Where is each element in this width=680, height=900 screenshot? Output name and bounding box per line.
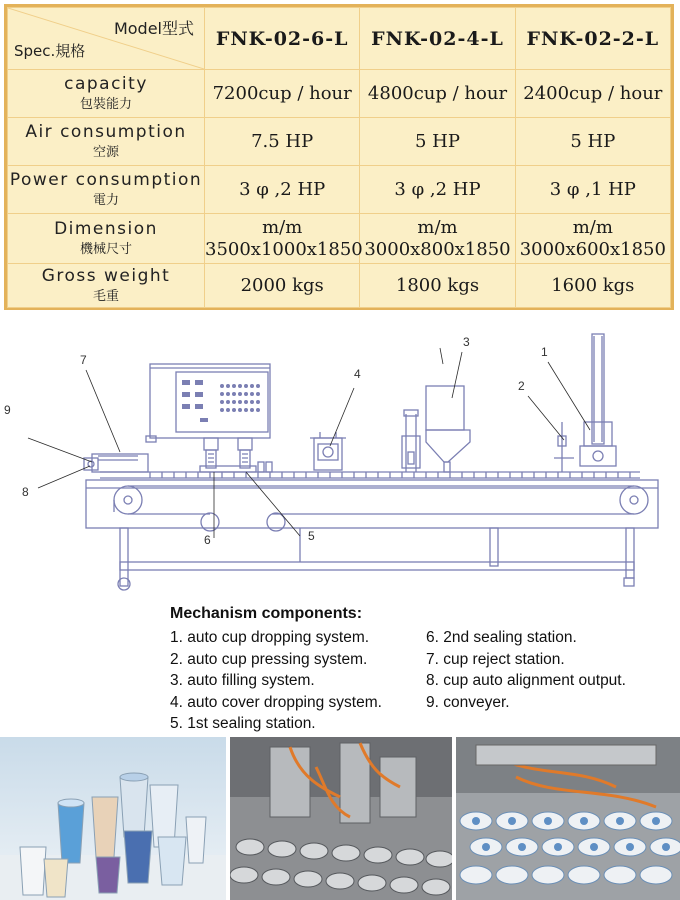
list-item: 6. 2nd sealing station. — [426, 629, 577, 646]
cell-value: m/m — [417, 216, 458, 238]
row-label-en: capacity — [64, 73, 148, 94]
list-item: 3. auto filling system. — [170, 672, 315, 689]
cell-value: 3000x600x1850 — [519, 238, 666, 260]
row-label — [8, 264, 205, 308]
mechanism-list-left — [170, 627, 382, 735]
cell-value: m/m — [262, 216, 303, 238]
row-label-zh: 毛重 — [92, 288, 119, 304]
table-cell — [205, 118, 360, 166]
callout-4: 4 — [354, 367, 361, 381]
row-label — [8, 70, 205, 118]
list-item: 2. auto cup pressing system. — [170, 650, 368, 668]
cell-value: 5 HP — [415, 130, 460, 152]
model-header — [515, 8, 670, 70]
row-label-en: Power consumption — [9, 169, 203, 190]
cell-value: 7.5 HP — [251, 130, 314, 152]
cell-value: 2000 kgs — [240, 274, 324, 296]
cell-value: 3 φ ,1 HP — [549, 178, 636, 200]
conveyor-chain — [150, 472, 630, 478]
table-row — [8, 118, 671, 166]
callout-2: 2 — [518, 379, 525, 393]
row-label-zh: 空源 — [92, 144, 119, 160]
photo-cups — [0, 737, 226, 900]
callout-7: 7 — [80, 353, 87, 367]
spec-table — [4, 4, 674, 310]
table-cell — [515, 166, 670, 214]
cell-value: 4800cup / hour — [367, 82, 508, 104]
model-header — [360, 8, 515, 70]
table-cell — [205, 214, 363, 264]
callout-3: 3 — [463, 335, 470, 349]
list-item: 1. auto cup dropping system. — [170, 629, 370, 646]
cell-value: 1600 kgs — [551, 274, 635, 296]
cell-value: 3 φ ,2 HP — [394, 178, 481, 200]
table-cell — [515, 70, 670, 118]
model-name: FNK-02-2-L — [526, 27, 660, 50]
row-label-en: Dimension — [54, 218, 158, 239]
cell-value: 2400cup / hour — [523, 82, 663, 104]
table-cell — [515, 118, 670, 166]
list-item: 5. 1st sealing station. — [170, 715, 316, 732]
table-cell — [360, 70, 515, 118]
conveyor-frame — [86, 480, 658, 528]
table-cell — [360, 118, 515, 166]
row-label-zh: 電力 — [92, 192, 119, 208]
cell-value: 3 φ ,2 HP — [239, 178, 326, 200]
cup-pressing-system — [554, 422, 574, 472]
leader-lines — [28, 348, 590, 538]
row-label-zh: 機械尺寸 — [79, 241, 132, 257]
table-cell — [515, 214, 670, 264]
list-item: 9. conveyer. — [426, 693, 510, 711]
table-cell — [360, 264, 515, 308]
list-item: 8. cup auto alignment output. — [426, 672, 626, 689]
filling-system — [402, 386, 470, 472]
photo-sealed-cups — [456, 737, 680, 900]
callout-8: 8 — [22, 485, 29, 499]
table-cell — [515, 264, 670, 308]
cover-dropping-station — [310, 432, 346, 470]
list-item: 4. auto cover dropping system. — [170, 693, 382, 711]
row-label-en: Air consumption — [25, 121, 187, 142]
drive-pulley — [114, 486, 142, 514]
model-header — [205, 8, 360, 70]
row-label — [8, 118, 205, 166]
row-label-zh: 包裝能力 — [79, 96, 132, 112]
control-buttons — [182, 380, 260, 422]
end-pulley — [620, 486, 648, 514]
table-row — [8, 264, 671, 308]
table-row — [8, 214, 671, 264]
cup-dropping-system — [580, 334, 616, 466]
row-label-en: Gross weight — [41, 265, 171, 286]
table-row — [8, 70, 671, 118]
model-name: FNK-02-6-L — [215, 27, 349, 50]
table-cell — [205, 166, 360, 214]
table-cell — [360, 166, 515, 214]
table-header-corner — [8, 8, 205, 70]
cell-value: 5 HP — [570, 130, 616, 152]
header-model-label: Model型式 — [113, 19, 194, 38]
table-cell — [205, 70, 360, 118]
model-name: FNK-02-4-L — [371, 27, 504, 50]
table-row — [8, 166, 671, 214]
cell-value: 3000x800x1850 — [364, 238, 511, 260]
mechanism-list-right — [426, 627, 626, 713]
cell-value: 7200cup / hour — [212, 82, 352, 104]
row-label — [8, 166, 205, 214]
mechanism-components — [170, 605, 680, 735]
photo-sealing-station — [230, 737, 452, 900]
sealing-station — [200, 438, 272, 472]
machine-drawing — [0, 312, 680, 602]
mechanism-title: Mechanism components: — [170, 605, 363, 622]
cell-value: 1800 kgs — [395, 274, 480, 296]
table-cell — [205, 264, 360, 308]
callout-1: 1 — [541, 345, 548, 359]
list-item: 7. cup reject station. — [426, 650, 565, 668]
reject-station — [92, 454, 148, 472]
cell-value: m/m — [572, 216, 613, 238]
table-cell — [360, 214, 515, 264]
callout-9: 9 — [4, 403, 11, 417]
header-spec-label: Spec.規格 — [14, 42, 86, 60]
row-label — [8, 214, 205, 264]
photo-strip — [0, 737, 680, 900]
cell-value: 3500x1000x1850 — [205, 238, 363, 260]
callout-5: 5 — [308, 529, 315, 543]
callout-6: 6 — [204, 533, 211, 547]
